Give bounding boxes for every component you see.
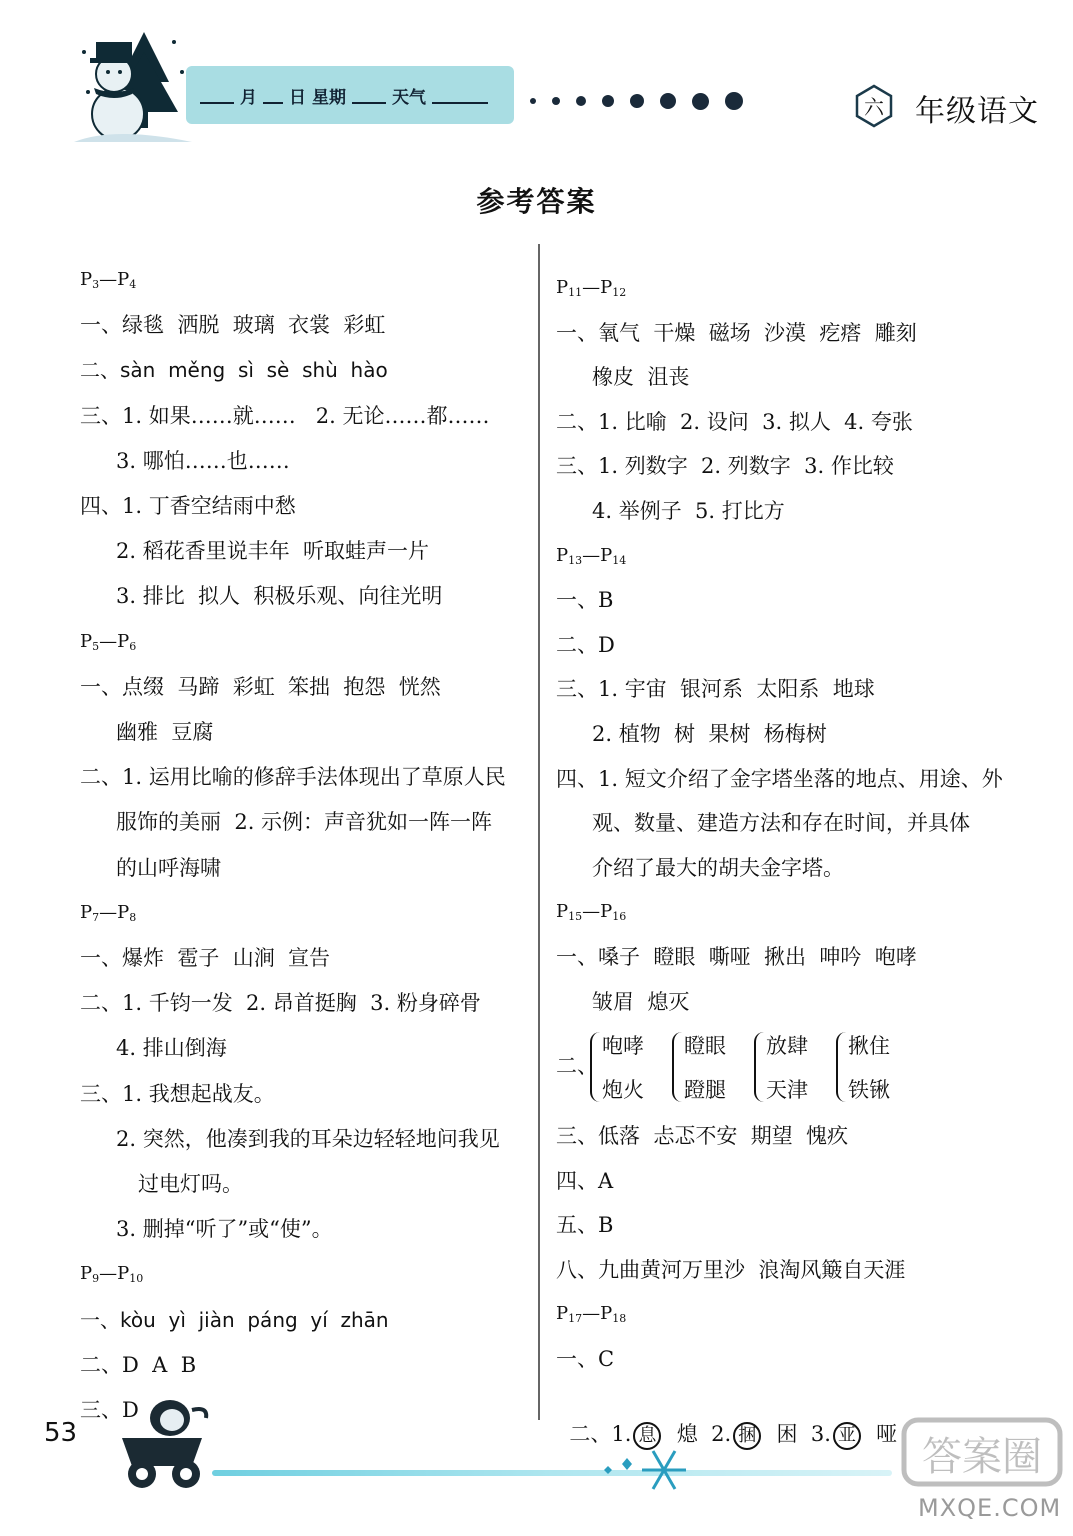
- answer-line: 皱眉 熄灭: [592, 989, 690, 1014]
- answer-line: 二、D A B: [80, 1352, 197, 1377]
- grade-subject-label: 年级语文: [915, 94, 1039, 129]
- answer-line: 一、kòu yì jiàn páng yí zhān: [80, 1307, 389, 1332]
- line-prefix: 3.: [810, 1422, 831, 1446]
- answer-line: 三、1. 宇宙 银河系 太阳系 地球: [556, 677, 875, 702]
- footer-decorative-line: [212, 1470, 892, 1476]
- answer-line: 一、B: [556, 588, 614, 613]
- snowflake-grade-badge: [852, 84, 896, 128]
- line-prefix: 2.: [711, 1422, 732, 1446]
- brace-word: 蹬腿: [684, 1078, 726, 1102]
- brace-word: 天津: [766, 1078, 808, 1102]
- brace-prefix: 二、: [556, 1054, 598, 1078]
- answer-line: 一、氧气 干燥 磁场 沙漠 疙瘩 雕刻: [556, 320, 917, 345]
- answer-line: 三、1. 列数字 2. 列数字 3. 作比较: [556, 454, 894, 479]
- brace-word: 揪住: [848, 1034, 890, 1058]
- page-range-header: $P_{13}—P_{14}$: [556, 544, 627, 567]
- answer-word: 哑: [876, 1422, 898, 1446]
- snowflake-stars-icon: [590, 1440, 690, 1500]
- weekday-label: 星期: [312, 87, 346, 108]
- answer-line: 幽雅 豆腐: [116, 720, 214, 744]
- answer-line: 四、1. 短文介绍了金字塔坐落的地点、用途、外: [556, 766, 1003, 791]
- answer-line: 4. 举例子 5. 打比方: [592, 499, 785, 523]
- answer-line: 八、九曲黄河万里沙 浪淘风簸自天涯: [556, 1257, 906, 1282]
- answer-line: 一、绿毯 洒脱 玻璃 衣裳 彩虹: [80, 313, 386, 338]
- answer-line: 五、B: [556, 1213, 614, 1238]
- circled-char: 捆: [733, 1422, 761, 1450]
- answer-line: 二、D: [556, 632, 615, 657]
- brace-word: 铁锹: [848, 1078, 890, 1102]
- answer-line: 的山呼海啸: [116, 855, 221, 880]
- line-prefix: 二、1.: [569, 1422, 632, 1446]
- answer-line: 一、C: [556, 1347, 615, 1371]
- answer-line: 介绍了最大的胡夫金字塔。: [592, 855, 844, 880]
- page-range-header: $P_9—P_{10}$: [80, 1263, 144, 1286]
- answer-line: 一、点缀 马蹄 彩虹 笨拙 抱怨 恍然: [80, 674, 441, 699]
- answer-line: 二、1. 千钧一发 2. 昂首挺胸 3. 粉身碎骨: [80, 991, 481, 1016]
- answer-line: 过电灯吗。: [138, 1172, 243, 1196]
- grade-badge-text: 六: [864, 95, 884, 119]
- cartoon-cart-illustration: [112, 1388, 212, 1492]
- watermark-logo-text: 答案圈: [922, 1434, 1042, 1480]
- answer-line: 三、D: [80, 1398, 139, 1422]
- answer-line: 2. 植物 树 果树 杨梅树: [592, 722, 827, 746]
- answer-line: 二、1. 运用比喻的修辞手法体现出了草原人民: [80, 765, 506, 790]
- answer-line: 4. 排山倒海: [116, 1036, 227, 1061]
- answer-line: 四、1. 丁香空结雨中愁: [80, 494, 296, 518]
- page-number: 53: [44, 1418, 78, 1448]
- answer-line: 一、爆炸 雹子 山涧 宣告: [80, 946, 331, 970]
- day-label: 日: [289, 87, 306, 108]
- circled-char: 息: [633, 1422, 661, 1450]
- answer-line: 三、1. 如果……就…… 2. 无论……都……: [80, 403, 490, 428]
- page-range-header: $P_5—P_6$: [80, 630, 137, 653]
- answer-line: 3. 哪怕……也……: [116, 448, 290, 473]
- circled-char: 亚: [833, 1422, 861, 1450]
- answer-word: 困: [776, 1422, 798, 1446]
- month-label: 月: [240, 87, 257, 108]
- decorative-dots: [530, 92, 743, 110]
- answer-line: 三、1. 我想起战友。: [80, 1081, 275, 1106]
- answer-line: 观、数量、建造方法和存在时间，并具体: [592, 811, 970, 836]
- answer-line: 2. 稻花香里说丰年 听取蛙声一片: [116, 539, 430, 564]
- page-range-header: $P_{11}—P_{12}$: [556, 277, 627, 299]
- answer-line: 3. 排比 拟人 积极乐观、向往光明: [116, 584, 443, 609]
- watermark-text: MXQE.COM: [918, 1494, 1062, 1522]
- answer-line: 服饰的美丽 2. 示例：声音犹如一阵一阵: [116, 810, 493, 835]
- answer-line: 四、A: [556, 1168, 614, 1193]
- snowman-illustration: [74, 22, 192, 146]
- date-weather-banner: [186, 66, 514, 124]
- page-range-header: $P_3—P_4$: [80, 269, 137, 291]
- answer-line: 3. 删掉“听了”或“使”。: [116, 1217, 333, 1242]
- page-range-header: $P_7—P_8$: [80, 901, 137, 924]
- answer-line: 二、1. 比喻 2. 设问 3. 拟人 4. 夸张: [556, 409, 913, 434]
- brace-word: 瞪眼: [684, 1034, 726, 1058]
- column-divider: [538, 244, 540, 1420]
- answer-line: 橡皮 沮丧: [592, 365, 690, 390]
- answer-word: 熄: [676, 1422, 698, 1446]
- page-title: 参考答案: [476, 185, 597, 218]
- page-range-header: $P_{15}—P_{16}$: [556, 901, 627, 924]
- answer-line: 2. 突然，他凑到我的耳朵边轻轻地问我见: [116, 1126, 500, 1151]
- brace-word: 咆哮: [602, 1034, 644, 1058]
- answer-line: 三、低落 忐忑不安 期望 愧疚: [556, 1124, 849, 1148]
- answer-line: 二、sàn měng sì sè shù hào: [80, 358, 388, 383]
- page-range-header: $P_{17}—P_{18}$: [556, 1303, 627, 1326]
- brace-word: 放肆: [766, 1034, 808, 1058]
- weather-label: 天气: [392, 87, 426, 108]
- brace-word: 炮火: [602, 1078, 644, 1102]
- brace-word-groups: [556, 1028, 916, 1110]
- answer-line: 一、嗓子 瞪眼 嘶哑 揪出 呻吟 咆哮: [556, 945, 917, 969]
